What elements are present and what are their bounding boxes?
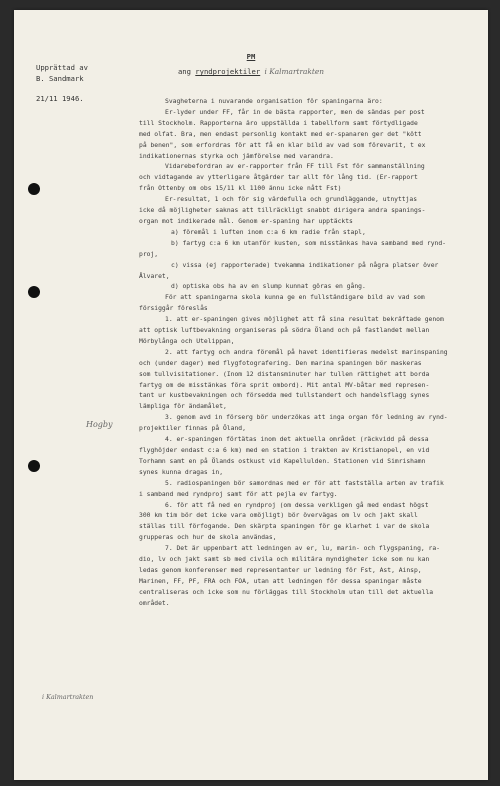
text-line: 7. Det är uppenbart att ledningen av er, lu, marin- och flygspaning, ra- <box>165 545 440 553</box>
punch-hole <box>28 183 40 195</box>
text-line: och (under dager) med flygfotografering. Den marina spaningen bör maskeras <box>139 359 422 367</box>
text-line: Svagheterna i nuvarande organisation för spaningarna äro: <box>165 98 383 105</box>
text-line: icke då möjligheter saknas att tillräckligt snabbt dirigera andra spanings- <box>139 207 426 215</box>
text-line: dio, lv och jakt samt sb med civila och militära myndigheter icke som nu kan <box>139 556 430 564</box>
punch-hole <box>28 286 40 298</box>
subject-text: ryndprojektiler <box>195 67 261 76</box>
punch-hole <box>28 460 40 472</box>
subject-line <box>14 67 488 76</box>
text-line: till Stockholm. Rapporterna äro uppställda i tabellform samt förtydligade <box>139 119 418 127</box>
text-line: att optisk luftbevakning organiseras på södra Öland och på fastlandet mellan <box>139 327 430 335</box>
text-line: indikationernas styrka och jämförelse med varandra. <box>139 152 334 160</box>
text-line: Er-lyder under FF, får in de bästa rapporter, men de sändas per post <box>165 108 425 116</box>
text-line: med olfat. Bra, men endast personlig kontakt med er-spanaren ger det "kött <box>139 130 422 138</box>
text-line: grupperas och hur de skola användas, <box>139 534 277 542</box>
margin-note: Hogby <box>86 420 113 429</box>
text-line: och vidtagande av ytterligare åtgärder tar allt för lång tid. (Er-rapport <box>139 174 418 182</box>
text-line: 6. för att få ned en ryndproj (om dessa verkligen gå med endast högst <box>165 501 429 509</box>
text-line: försiggår föreslås <box>139 305 208 313</box>
text-line: c) vissa (ej rapporterade) tvekamma indikationer på några platser över <box>171 261 439 269</box>
text-line: proj, <box>139 250 159 258</box>
author-line: B. Sandmark <box>36 74 84 83</box>
text-line: Vidarebefordran av er-rapporter från FF till Fst för sammanställning <box>165 163 425 171</box>
text-line: från Ottenby om obs 15/11 kl 1100 ännu icke nått Fst) <box>139 185 342 193</box>
author-line: Upprättad av <box>36 63 88 72</box>
text-line: b) fartyg c:a 6 km utanför kusten, som misstänkas hava samband med rynd- <box>171 239 446 247</box>
text-line: som tullvisitationer. (Inom 12 distansminuter har tullen rättighet att borda <box>139 370 430 378</box>
text-line: centraliseras och icke som nu förläggas till Stockholm utan till det aktuella <box>139 588 434 596</box>
text-line: på benen", som erfordras för att få en klar bild av vad som förevarit, t ex <box>139 141 426 149</box>
text-line: 3. genom avd in förserg bör underzökas att inga organ för ledning av rynd- <box>165 414 448 422</box>
text-line: projektiler finnas på Öland, <box>139 425 246 433</box>
text-line: synes kunna dragas in, <box>139 468 224 476</box>
page-title: PM <box>246 52 256 61</box>
text-line: För att spaningarna skola kunna ge en fullständigare bild av vad som <box>165 294 425 302</box>
text-line: området. <box>139 599 170 607</box>
text-line: tant ur kustbevakningen och försedda med tullstandert och handelsflagg synes <box>139 392 430 400</box>
text-line: fartyg om de misstänkas föra sprit ombord). Mit antal MV-båtar med represen- <box>139 381 430 389</box>
text-line: Er-resultat, 1 och för sig värdefulla och grundläggande, utnyttjas <box>165 196 418 204</box>
date-line: 21/11 1946. <box>36 94 84 103</box>
margin-note: i Kalmartrakten <box>42 693 94 701</box>
text-line: a) föremål i luften inom c:a 6 km radie från stapl, <box>171 228 366 236</box>
text-line: flyghöjder endast c:a 6 km) med en station i trakten av Kristianopel, en vid <box>139 447 430 454</box>
text-line: 4. er-spaningen förtätas inom det aktuella området (räckvidd på dessa <box>165 436 429 444</box>
text-line: 1. att er-spaningen gives möjlighet att få sina resultat bekräftade genom <box>165 316 444 324</box>
text-line: Torhamn samt en på Ölands ostkust vid Kapellulden. Stationen vid Simrishamn <box>139 457 426 465</box>
text-line: lämpliga för ändamålet, <box>139 403 227 411</box>
text-line: Mörbylånga och Utelippan, <box>139 337 235 345</box>
text-line: d) optiska obs ha av en slump kunnat göras en gång. <box>171 283 366 291</box>
text-line: Marinen, FF, PF, FRA och FOA, utan att ledningen för dessa spaningar måste <box>139 577 422 585</box>
text-line: 300 km tim bör det icke vara omöjligt) bör övervägas om lv och jakt skall <box>139 512 418 520</box>
document-page <box>14 10 488 780</box>
subject-handwritten: i Kalmartrakten <box>264 67 324 76</box>
text-line: ställas till förfogande. Den skärpta spaningen för ge klarhet i var de skola <box>139 523 430 531</box>
text-line: 2. att fartyg och andra föremål på havet identifieras medelst marinspaning <box>165 348 448 356</box>
text-line: i samband med ryndproj samt för att pejla ev fartyg. <box>139 490 338 498</box>
text-line: organ mot indikerade mål. Genom er-spaning har upptäckts <box>139 217 353 225</box>
subject-prefix: ang <box>177 67 191 76</box>
memo-body <box>139 97 479 610</box>
text-line: ledas genom konferenser med representanter ur ledning för Fst, Ast, Ainsp, <box>139 566 422 574</box>
text-line: 5. radiospaningen bör samordnas med er för att fastställa arten av trafik <box>165 479 444 487</box>
text-line: Ålvaret, <box>139 272 170 280</box>
